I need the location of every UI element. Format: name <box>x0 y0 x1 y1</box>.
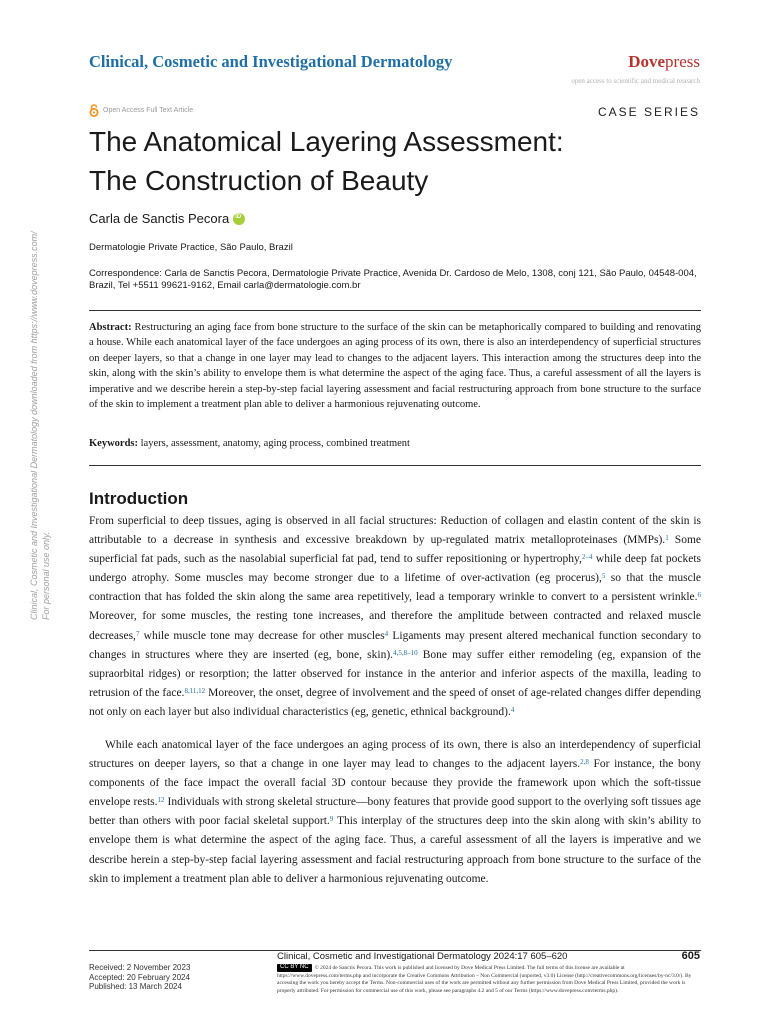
download-watermark <box>28 231 52 620</box>
footer-citation: Clinical, Cosmetic and Investigational Dermatology 2024:17 605–620 <box>277 951 568 962</box>
publisher-logo[interactable] <box>628 52 700 72</box>
publisher-tagline: open access to scientific and medical research <box>571 77 700 85</box>
citation-link[interactable]: 8,11,12 <box>184 686 206 695</box>
orcid-icon[interactable]: iD <box>233 213 245 225</box>
body-text-segment: For instance, the bony components of the face impact the overall facial 3D contour because they provide the framework upon which the soft-tissue envelope rests. <box>89 758 701 809</box>
abstract-label: Abstract: <box>89 322 132 333</box>
journal-title[interactable]: Clinical, Cosmetic and Investigational Dermatology <box>89 52 453 71</box>
citation-link[interactable]: 5 <box>601 572 606 581</box>
author <box>89 211 245 226</box>
body-text-segment: Individuals with strong skeletal structure—bony features that provide good support to the overlying soft tissues age better than others with poor facial skeletal support. <box>89 796 701 828</box>
body-text-segment: while deep fat pockets undergo atrophy. Some muscles may become stronger due to a lifetime of over-activation (eg procerus), <box>89 553 701 585</box>
citation-link[interactable]: 6 <box>697 591 701 600</box>
watermark-line-1[interactable]: Clinical, Cosmetic and Investigational Dermatology downloaded from https://www.dovepress.com/ <box>29 231 39 620</box>
abstract <box>89 320 701 412</box>
citation-link[interactable]: 2,8 <box>580 758 589 767</box>
divider <box>89 310 701 311</box>
author-name[interactable]: Carla de Sanctis Pecora <box>89 211 230 226</box>
article-dates <box>89 963 190 992</box>
page-number: 605 <box>681 950 700 962</box>
body-text-segment: Ligaments may present altered mechanical function secondary to changes in structures where they are inserted (eg, bone, skin). <box>89 629 701 661</box>
citation-link[interactable]: 9 <box>329 815 334 824</box>
article-title-line-1: The Anatomical Layering Assessment: <box>89 126 564 157</box>
accepted-date: Accepted: 20 February 2024 <box>89 972 190 982</box>
open-access-lock-icon <box>89 104 99 117</box>
publisher-logo-press: press <box>665 52 700 71</box>
article-type: CASE SERIES <box>597 105 700 119</box>
license-body: © 2024 de Sanctis Pecora. This work is published and licensed by Dove Medical Press Limited. The full terms of this license are available at https://www.dovepress.com/terms.php and incorporate the Creative Commons Attribution – Non Commercial (unported, v3.0) License (http://creativecommons.org/licenses/by-nc/3.0/). By accessing the work you hereby accept the Terms. Non-commercial uses of the work are permitted without any further permission from Dove Medical Press Limited, provided the work is properly attributed. For permission for commercial use of this work, please see paragraphs 4.2 and 5 of our Terms (https://www.dovepress.com/terms.php). <box>277 965 692 994</box>
cc-license-icon[interactable]: CC BY NC <box>277 964 312 972</box>
body-paragraph-2 <box>89 736 701 889</box>
body-paragraph-1 <box>89 512 701 722</box>
citation-link[interactable]: 4 <box>510 705 515 714</box>
citation-link[interactable]: 4,5,8–10 <box>393 648 418 657</box>
body-text-segment: This interplay of the structures deep into the skin along with skin’s ability to envelope them is what determine the aspect of the aging face. Thus, a careful assessment of all the layers is imperative and we describe herein a step-by-step facial layering assessment and facial restructuring approach from bone structure to the surface of the skin to implement a treatment plan able to deliver a harmonious rejuvenating outcome. <box>89 815 701 885</box>
body-text-segment: Moreover, the onset, degree of involvement and the speed of onset of age-related changes differ depending not only on each layer but also individual characteristics (eg, genetic, ethnical background). <box>89 686 701 718</box>
section-heading: Introduction <box>89 489 189 508</box>
citation-link[interactable]: 4 <box>384 629 389 638</box>
affiliation: Dermatologie Private Practice, São Paulo, Brazil <box>89 242 293 253</box>
body-text-segment: Bone may suffer either remodeling (eg, expansion of the supraorbital ridges) or resorption; the latter observed for instance in the anterior and inferior aspects of the maxilla, leading to retrusion of the face. <box>89 648 701 699</box>
article-title <box>89 122 689 200</box>
abstract-text: Restructuring an aging face from bone structure to the surface of the skin can be metaphorically compared to building and renovating a house. While each anatomical layer of the face undergoes an aging process of its own, there is also an interdependency of superficial structures on deeper layers, so that a change in one layer may lead to changes to the adjacent layers. This interaction among the structures deep into the skin, along with the skin’s ability to envelope them is what determine the aspect of the aging face. Thus, a careful assessment of all the layers is imperative and we describe herein a step-by-step facial layering assessment and facial restructuring approach from bone structure to the surface of the skin to implement a treatment plan able to deliver a harmonious rejuvenating outcome. <box>89 322 701 411</box>
open-access-text: Open Access Full Text Article <box>103 107 194 114</box>
body-text-segment: While each anatomical layer of the face undergoes an aging process of its own, there is also an interdependency of superficial structures on deeper layers, so that a change in one layer may lead to changes to the adjacent layers. <box>89 739 701 771</box>
license-text <box>277 964 701 995</box>
citation-link[interactable]: 7 <box>135 629 140 638</box>
article-title-line-2: The Construction of Beauty <box>89 165 429 196</box>
body-text-segment: Some superficial fat pads, such as the nasolabial superficial fat pad, tend to suffer repositioning or hypertrophy, <box>89 534 702 566</box>
keywords-text: layers, assessment, anatomy, aging process, combined treatment <box>140 438 410 449</box>
body-text-segment: while muscle tone may decrease for other muscles <box>139 629 385 642</box>
publisher-logo-dove: Dove <box>628 52 666 71</box>
citation-link[interactable]: 2–4 <box>581 553 593 562</box>
divider <box>89 465 701 466</box>
published-date: Published: 13 March 2024 <box>89 982 182 991</box>
received-date: Received: 2 November 2023 <box>89 963 191 972</box>
body-text-segment: so that the muscle contraction that has folded the skin along the same area repetitively, lead a temporary wrinkle to convert to a persistent wrinkle. <box>89 572 702 604</box>
correspondence: Correspondence: Carla de Sanctis Pecora, Dermatologie Private Practice, Avenida Dr. Cardoso de Melo, 1308, conj 121, São Paulo, 04548-004, Brazil, Tel +5511 99621-9162, Email carla@dermatologie.com.br <box>89 268 697 291</box>
keywords <box>89 438 701 449</box>
keywords-label: Keywords: <box>89 438 138 449</box>
body-text-segment: Moreover, for some muscles, the resting tone increases, and therefore the amplitude between contracted and relaxed muscle decreases, <box>89 610 701 642</box>
citation-link[interactable]: 12 <box>157 796 165 805</box>
citation-link[interactable]: 1 <box>665 534 669 543</box>
watermark-line-2: For personal use only. <box>41 531 51 620</box>
open-access-label <box>89 104 193 117</box>
body-text-segment: From superficial to deep tissues, aging is observed in all facial structures: Reduction of collagen and elastin content of the skin is attributable to a decrease in synthesis and excessive breakdown by up-regulated matrix metalloproteinases (MMPs). <box>89 515 701 547</box>
